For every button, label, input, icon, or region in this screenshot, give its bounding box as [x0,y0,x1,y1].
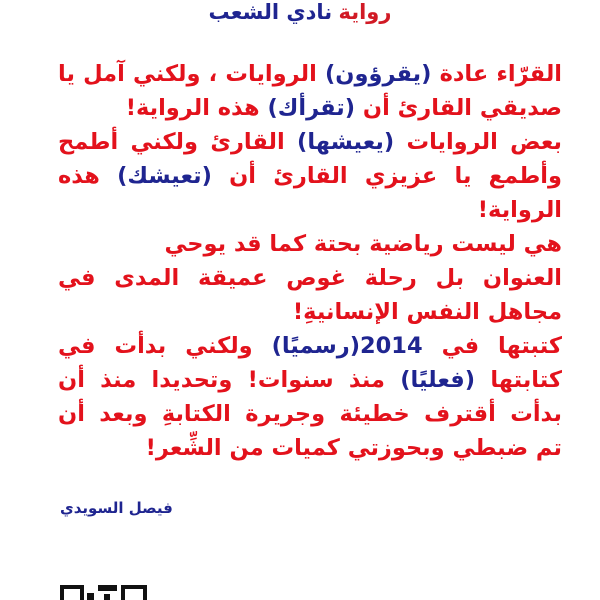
text-segment: كتبتها في [422,333,562,359]
text-line [58,91,562,125]
text-line [58,57,562,91]
text-segment: هذه الرواية! [125,95,268,121]
logo-block-dot [104,594,110,600]
text-segment: القارئ ولكني أطمح [58,129,298,155]
emphasis-segment: (رسميًا) [271,333,360,359]
title-word-novel: رواية [338,0,392,24]
text-segment: الرواية! [477,197,562,223]
author-signature: فيصل السويدي [60,499,173,517]
emphasis-segment: (يعيشها) [297,129,395,155]
text-line [58,295,562,329]
logo-square-left [62,587,82,600]
text-line [58,227,562,261]
text-segment: منذ سنوات! وتحديدا منذ أن [58,367,401,393]
text-line [58,159,562,193]
text-segment: هي ليست رياضية بحتة كما قد يوحي [164,231,562,257]
text-segment: مجاهل النفس الإنسانيةِ! [292,299,562,325]
emphasis-segment: (تقرأك) [267,95,356,121]
text-segment: بعض الروايات [394,129,562,155]
body-text [58,57,562,465]
text-line [58,261,562,295]
logo-square-right [123,587,145,600]
text-line [58,363,562,397]
emphasis-segment: (يقرؤون) [325,61,432,87]
text-segment: تم ضبطي وبحوزتي كميات من الشِّعر! [145,435,562,461]
text-line [58,329,562,363]
qr-logo-icon [60,584,152,600]
text-line [58,431,562,465]
text-segment: بدأت أقترف خطيئة وجريرة الكتابةِ وبعد أن [58,401,562,427]
page-title [0,0,600,24]
year-segment: 2014 [360,333,423,359]
text-line [58,125,562,159]
logo-block-bar [98,585,117,591]
text-line [58,397,562,431]
text-segment: هذه [58,163,118,189]
emphasis-segment: (تعيشك) [117,163,212,189]
text-segment: القرّاء عادة [431,61,562,87]
title-word-name: نادي الشعب [208,0,333,24]
text-segment: العنوان بل رحلة غوص عميقة المدى في [58,265,562,291]
text-segment: ولكني بدأت في [58,333,272,359]
text-segment: كتابتها [475,367,562,393]
logo-block-small [87,593,94,600]
text-segment: صديقي القارئ أن [355,95,562,121]
emphasis-segment: (فعليًا) [400,367,476,393]
text-segment: الروايات ، ولكني آمل يا [58,61,325,87]
text-line [58,193,562,227]
text-segment: وأطمع يا عزيزي القارئ أن [211,163,562,189]
